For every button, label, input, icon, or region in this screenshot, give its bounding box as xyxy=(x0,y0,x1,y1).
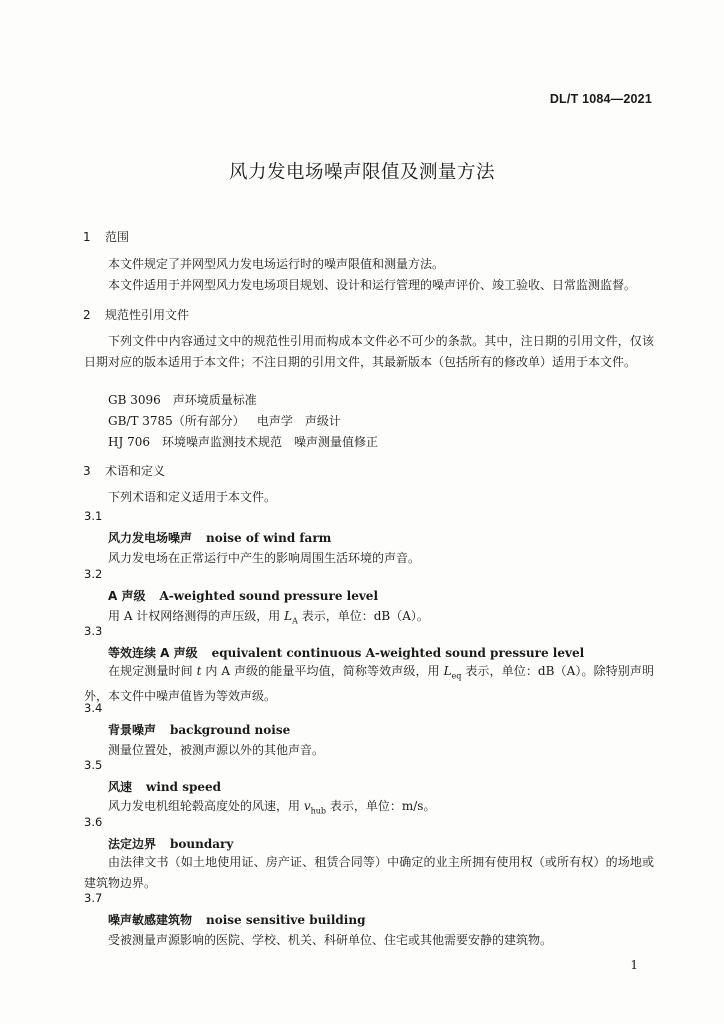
section-title: 范围 xyxy=(105,230,130,244)
term-number: 3.1 xyxy=(84,509,103,523)
page-number: 1 xyxy=(630,958,638,972)
term-heading xyxy=(108,911,365,928)
term-heading xyxy=(108,587,378,604)
definition-text: 表示，单位：m/s。 xyxy=(326,799,436,813)
term-heading xyxy=(108,778,221,795)
term-heading xyxy=(108,529,331,546)
document-title: 风力发电场噪声限值及测量方法 xyxy=(228,162,495,183)
term-definition: 测量位置处，被测声源以外的其他声音。 xyxy=(108,743,325,757)
reference-subname: 噪声测量值修正 xyxy=(294,435,379,449)
term-definition: 受被测量声源影响的医院、学校、机关、科研单位、住宅或其他需要安静的建筑物。 xyxy=(108,933,553,947)
term-en: background noise xyxy=(170,723,291,737)
term-zh: A 声级 xyxy=(108,589,146,603)
reference-subname: 声级计 xyxy=(304,414,341,428)
section-title: 术语和定义 xyxy=(105,464,166,478)
reference-code: GB/T 3785（所有部分） xyxy=(108,414,245,428)
terms-intro: 下列术语和定义适用于本文件。 xyxy=(108,490,277,504)
term-en: wind speed xyxy=(146,780,222,794)
symbol: L xyxy=(443,664,452,678)
term-number: 3.5 xyxy=(84,758,103,772)
definition-text: 在规定测量时间 xyxy=(108,664,197,678)
term-heading xyxy=(108,835,233,852)
references-intro: 下列文件中内容通过文中的规范性引用而构成本文件必不可少的条款。其中，注日期的引用文件，仅该日期对应的版本适用于本文件；不注日期的引用文件，其最新版本（包括所有的修改单）适用于本文件。 xyxy=(84,334,654,369)
scope-paragraph-1: 本文件规定了并网型风力发电场运行时的噪声限值和测量方法。 xyxy=(108,257,445,271)
term-definition xyxy=(84,661,654,707)
term-en: noise of wind farm xyxy=(206,531,332,545)
symbol-subscript: A xyxy=(292,616,298,626)
term-definition xyxy=(108,797,435,815)
section-number: 2 xyxy=(83,308,91,322)
term-zh: 背景噪声 xyxy=(108,723,157,737)
scope-paragraph-2: 本文件适用于并网型风力发电场项目规划、设计和运行管理的噪声评价、竣工验收、日常监测监督。 xyxy=(108,278,637,292)
section-number: 1 xyxy=(83,230,91,244)
term-definition: 由法律文书（如土地使用证、房产证、租赁合同等）中确定的业主所拥有使用权（或所有权）的场地或建筑物边界。 xyxy=(84,855,654,890)
reference-item xyxy=(108,433,378,450)
standard-code: DL/T 1084—2021 xyxy=(549,92,652,106)
section-title: 规范性引用文件 xyxy=(105,308,190,322)
section-heading-scope xyxy=(83,228,129,245)
reference-item xyxy=(108,391,257,408)
term-heading xyxy=(108,721,290,738)
definition-text: 表示，单位：dB（A）。 xyxy=(297,609,429,623)
definition-text: 内 A 声级的能量平均值，简称等效声级，用 xyxy=(201,664,444,678)
symbol: L xyxy=(284,609,293,623)
reference-name: 声环境质量标准 xyxy=(172,393,257,407)
term-zh: 噪声敏感建筑物 xyxy=(108,913,193,927)
reference-name: 环境噪声监测技术规范 xyxy=(162,435,283,449)
reference-name: 电声学 xyxy=(256,414,293,428)
term-en: A-weighted sound pressure level xyxy=(159,589,378,603)
term-heading xyxy=(108,644,584,661)
term-number: 3.3 xyxy=(84,624,103,638)
reference-code: HJ 706 xyxy=(108,435,150,449)
section-number: 3 xyxy=(83,464,91,478)
definition-text: 用 A 计权网络测得的声压级，用 xyxy=(108,609,285,623)
term-zh: 法定边界 xyxy=(108,837,157,851)
term-zh: 等效连续 A 声级 xyxy=(108,646,198,660)
term-zh: 风速 xyxy=(108,780,133,794)
section-heading-normative-references xyxy=(83,306,189,323)
term-en: boundary xyxy=(170,837,234,851)
reference-item xyxy=(108,412,341,429)
term-number: 3.4 xyxy=(84,701,103,715)
symbol-subscript: eq xyxy=(451,671,462,681)
reference-code: GB 3096 xyxy=(108,393,161,407)
definition-text: 表示，单位：dB（A）。除特别声明外，本文件中噪声值皆为等效声级。 xyxy=(84,664,654,704)
symbol: t xyxy=(196,664,202,678)
definition-text: 风力发电机组轮毂高度处的风速，用 xyxy=(108,799,304,813)
term-definition xyxy=(108,607,429,625)
symbol-subscript: hub xyxy=(310,806,327,816)
term-en: equivalent continuous A-weighted sound pressure level xyxy=(211,646,585,660)
term-zh: 风力发电场噪声 xyxy=(108,531,193,545)
term-definition: 风力发电场在正常运行中产生的影响周围生活环境的声音。 xyxy=(108,551,421,565)
term-number: 3.7 xyxy=(84,891,103,905)
term-number: 3.2 xyxy=(84,567,103,581)
symbol: v xyxy=(303,799,311,813)
term-number: 3.6 xyxy=(84,815,103,829)
term-en: noise sensitive building xyxy=(206,913,366,927)
section-heading-terms xyxy=(83,462,165,479)
